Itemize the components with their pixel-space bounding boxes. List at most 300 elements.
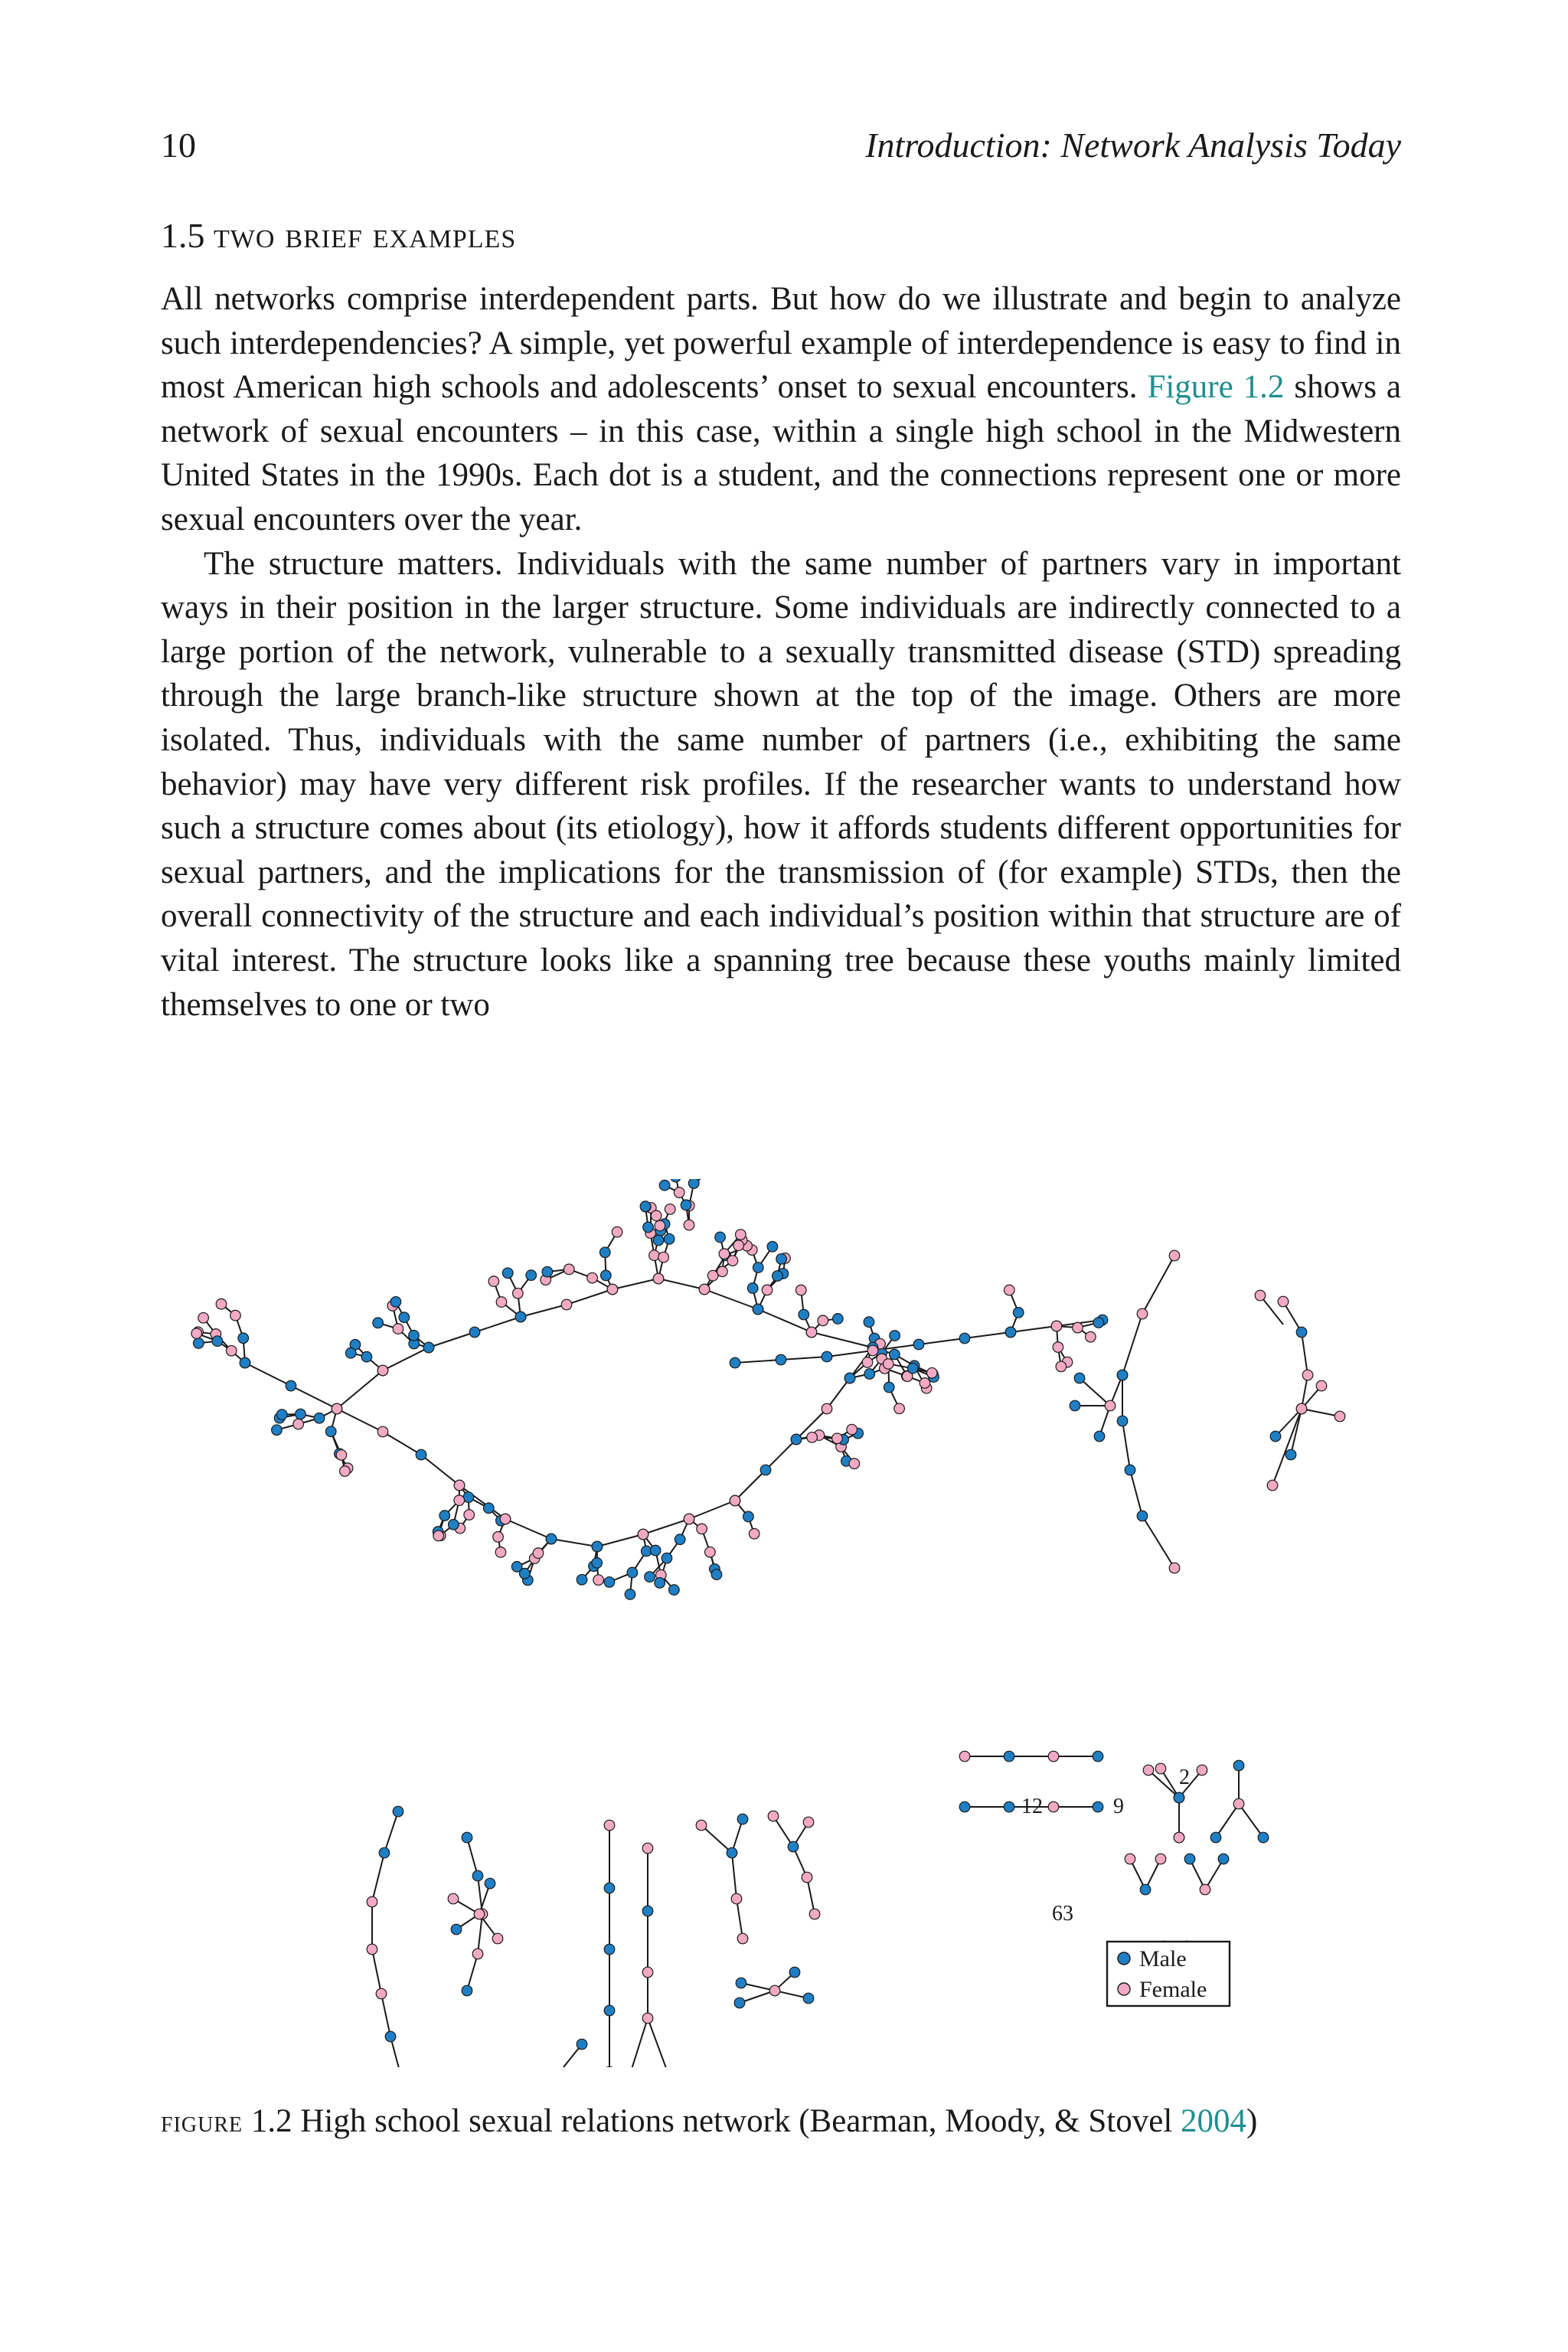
female-node (216, 1298, 227, 1309)
female-node (803, 1817, 814, 1828)
male-node (423, 1342, 434, 1353)
male-node (515, 1312, 526, 1322)
male-node (1093, 1802, 1103, 1812)
male-node (645, 1572, 655, 1583)
network-edge (735, 1470, 766, 1501)
male-node (449, 1519, 459, 1530)
network-edge (383, 1432, 421, 1455)
female-node (674, 1187, 684, 1198)
female-node (894, 1403, 905, 1414)
female-node (959, 1751, 970, 1762)
network-edge (291, 1386, 337, 1409)
page-number: 10 (161, 126, 196, 165)
female-node (1267, 1480, 1278, 1491)
female-node (607, 1284, 618, 1295)
female-node (587, 1272, 598, 1283)
section-number: 1.5 (161, 216, 205, 255)
male-node (345, 1348, 356, 1358)
male-node (913, 1339, 924, 1350)
network-edge (737, 1899, 743, 1939)
network-edge (421, 1455, 459, 1485)
legend-male-dot (1118, 1952, 1130, 1965)
male-node (844, 1373, 855, 1383)
legend-female-dot (1118, 1983, 1130, 1995)
male-node (472, 1870, 483, 1881)
network-edge (658, 1279, 704, 1289)
female-node (1086, 1331, 1096, 1342)
female-node (230, 1310, 241, 1321)
male-node (760, 1465, 771, 1475)
male-node (379, 1847, 390, 1858)
female-node (705, 1547, 716, 1557)
male-node (625, 1589, 635, 1600)
chapter-title: Introduction: Network Analysis Today (865, 126, 1401, 165)
network-edge (1272, 1409, 1302, 1485)
network-edge (1011, 1326, 1057, 1332)
female-node (926, 1367, 937, 1378)
network-edge (429, 1332, 475, 1348)
legend-female-label: Female (1139, 1977, 1207, 2002)
female-node (920, 1378, 930, 1389)
female-node (818, 1315, 828, 1326)
female-node (809, 1909, 820, 1919)
male-node (469, 1327, 480, 1338)
male-node (542, 1266, 553, 1277)
male-node (592, 1541, 603, 1552)
female-node (1048, 1802, 1059, 1812)
network-edge (1302, 1332, 1308, 1375)
male-node (743, 1511, 754, 1522)
female-node (1125, 1854, 1135, 1864)
network-edge (965, 1332, 1011, 1338)
female-node (1278, 1296, 1289, 1307)
male-node (286, 1380, 296, 1391)
male-node (385, 2031, 396, 2042)
male-node (907, 1363, 918, 1374)
male-node (361, 1351, 372, 1362)
male-node (675, 1534, 685, 1545)
male-node (959, 1802, 970, 1812)
female-node (684, 1514, 694, 1524)
female-node (736, 1230, 746, 1240)
male-node (890, 1349, 900, 1360)
female-node (719, 1249, 730, 1259)
female-node (727, 1256, 738, 1266)
female-node (226, 1345, 237, 1356)
male-node (643, 1222, 654, 1233)
female-node (769, 1985, 780, 1996)
female-node (1316, 1380, 1327, 1391)
network-edge (478, 1914, 482, 1954)
male-node (753, 1263, 763, 1273)
male-node (730, 1357, 740, 1368)
male-node (650, 1545, 661, 1556)
female-node (884, 1359, 894, 1370)
female-node (1073, 1322, 1083, 1333)
legend (1107, 1942, 1230, 2006)
female-node (1255, 1290, 1266, 1301)
citation-year-link[interactable]: 2004 (1181, 2103, 1247, 2139)
female-node (699, 1284, 710, 1295)
male-node (451, 1924, 462, 1935)
male-node (773, 1271, 783, 1282)
male-node (864, 1317, 874, 1328)
female-node (658, 1252, 669, 1263)
female-node (1051, 1321, 1062, 1331)
female-node (1169, 1563, 1180, 1573)
male-node (212, 1336, 223, 1347)
network-edge (701, 1825, 732, 1853)
male-node (373, 1318, 384, 1328)
female-node (642, 2013, 653, 2024)
network-edge (372, 1853, 384, 1902)
male-node (776, 1354, 786, 1365)
male-node (1140, 1884, 1151, 1895)
female-node (795, 1285, 806, 1295)
female-node (500, 1514, 511, 1524)
male-node (485, 1878, 495, 1889)
female-node (1056, 1361, 1067, 1372)
network-edge (648, 2018, 669, 2067)
female-node (649, 1250, 660, 1261)
male-node (959, 1333, 970, 1344)
male-node (789, 1967, 800, 1978)
network-edge (337, 1370, 383, 1409)
network-edge (383, 1348, 429, 1370)
female-node (762, 1285, 773, 1295)
female-node (336, 1450, 347, 1461)
network-edge (919, 1338, 965, 1344)
male-node (1233, 1760, 1244, 1771)
male-node (325, 1426, 336, 1437)
network-edge (732, 1853, 737, 1899)
male-node (736, 1978, 746, 1988)
female-node (377, 1426, 388, 1437)
male-node (788, 1841, 799, 1852)
male-node (604, 1577, 615, 1588)
female-node (802, 1872, 812, 1883)
male-node (393, 1806, 403, 1817)
female-node (1302, 1370, 1313, 1380)
male-node (1174, 1792, 1184, 1803)
female-node (448, 1893, 459, 1904)
male-node (747, 1283, 758, 1294)
female-node (1334, 1411, 1345, 1422)
female-node (604, 1820, 615, 1831)
paragraph-2: The structure matters. Individuals with the same number of partners vary in important ways in their position in the larger structure. Some individuals are indirectly connected to a large portion of the network, vulnerable to a sexually transmitted disease (STD) spreading through the large branch-like structure shown at the top of the image. Others are more isolated. Thus, individuals with the same number of partners (i.e., exhibiting the same behavior) may have very different risk profiles. If the researcher wants to understand how such a structure comes about (its etiology), how it affords students different opportunities for sexual partners, and the implications for the transmission of (for example) STDs, then the overall connectivity of the structure and each individual’s position within that structure are of vital interest. The structure looks like a spanning tree because these youths mainly limited themselves to one or two (161, 545, 1401, 1023)
female-node (696, 1820, 707, 1831)
male-node (1296, 1327, 1307, 1338)
male-node (296, 1409, 306, 1419)
male-node (604, 1883, 615, 1893)
female-node (488, 1276, 499, 1287)
female-node (340, 1466, 351, 1477)
network-edge (505, 1519, 551, 1539)
male-node (1258, 1832, 1269, 1843)
male-node (669, 1585, 680, 1596)
female-node (862, 1357, 873, 1368)
network-edge (245, 1363, 291, 1386)
network-edge (643, 1519, 689, 1534)
male-node (890, 1331, 900, 1341)
female-node (1200, 1884, 1210, 1895)
male-node (276, 1410, 287, 1420)
male-node (1218, 1854, 1229, 1864)
female-node (496, 1297, 507, 1308)
female-node (493, 1532, 504, 1543)
female-node (367, 1944, 377, 1955)
female-node (1233, 1798, 1244, 1809)
female-node (1169, 1250, 1180, 1261)
female-node (1174, 1832, 1184, 1843)
male-node (799, 1309, 809, 1320)
network-edge (781, 1357, 827, 1360)
network-edge (551, 2044, 582, 2067)
female-node (533, 1548, 544, 1559)
figure-reference-link[interactable]: Figure 1.2 (1147, 369, 1285, 406)
female-node (1155, 1854, 1166, 1864)
male-node (314, 1413, 325, 1423)
component-count-9: 9 (1113, 1795, 1124, 1818)
network-edge (827, 1378, 850, 1409)
male-node (767, 1241, 778, 1252)
female-node (377, 1365, 388, 1376)
female-node (642, 1843, 653, 1854)
male-node (734, 1998, 745, 2008)
female-node (731, 1893, 742, 1904)
network-edge (384, 1811, 398, 1853)
network-diagram (153, 1179, 1424, 2067)
female-node (806, 1327, 817, 1338)
female-node (655, 1220, 665, 1231)
male-node (483, 1503, 494, 1514)
network-edge (551, 1539, 597, 1547)
female-node (513, 1288, 524, 1298)
male-node (1005, 1327, 1016, 1338)
male-node (1093, 1318, 1104, 1328)
male-node (642, 1906, 653, 1916)
male-node (1117, 1416, 1128, 1426)
male-node (822, 1351, 832, 1362)
male-node (653, 1235, 664, 1246)
network-edge (612, 1279, 658, 1289)
male-node (688, 1179, 699, 1188)
female-node (1048, 1751, 1059, 1762)
female-node (638, 1529, 648, 1540)
male-node (1070, 1400, 1080, 1411)
paragraph-1: All networks comprise interdependent parts. But how do we illustrate and begin to analyze such interdependencies? A simple, yet powerful example of interdependence is easy to find in most American high schools and adolescents’ onset to sexual encounters. Figure 1.2 shows a network of sexual encounters – in this case, within a single high school in the Midwestern United States in the 1990s. Each dot is a student, and the connections represent one or more sexual encounters over the year. (161, 281, 1401, 537)
male-node (1093, 1751, 1103, 1762)
body-text (161, 277, 1401, 1027)
female-node (1197, 1765, 1207, 1775)
caption-number: 1.2 (250, 2103, 292, 2139)
female-node (697, 1524, 707, 1534)
network-edge (689, 1501, 735, 1519)
network-edge (1122, 1421, 1130, 1470)
male-node (803, 1993, 814, 2004)
network-edge (381, 1994, 390, 2037)
female-node (651, 1210, 662, 1221)
male-node (592, 1557, 603, 1568)
male-node (519, 1568, 530, 1579)
male-node (1004, 1751, 1014, 1762)
female-node (684, 1220, 694, 1230)
network-edge (467, 1838, 478, 1876)
male-node (599, 1247, 610, 1258)
male-node (240, 1357, 250, 1368)
female-node (832, 1433, 843, 1444)
network-edge (597, 1534, 643, 1547)
network-edge (475, 1317, 521, 1332)
female-node (495, 1547, 506, 1558)
network-edge (1142, 1256, 1174, 1314)
network-edges (197, 1179, 1340, 2067)
female-node (737, 1933, 748, 1944)
male-node (462, 1832, 472, 1843)
male-node (462, 1985, 472, 1996)
male-node (640, 1201, 651, 1212)
male-node (791, 1434, 802, 1445)
female-node (1155, 1763, 1166, 1774)
male-node (1285, 1449, 1296, 1460)
male-node (627, 1567, 638, 1578)
female-node (717, 1266, 728, 1277)
network-edge (812, 1332, 873, 1348)
male-node (409, 1331, 420, 1341)
network-edge (1216, 1804, 1239, 1838)
female-node (1143, 1765, 1154, 1775)
female-node (293, 1419, 304, 1429)
caption-label: figure (161, 2104, 243, 2138)
male-node (502, 1268, 513, 1279)
female-node (433, 1530, 444, 1541)
male-node (1074, 1373, 1085, 1383)
female-node (474, 1909, 485, 1919)
male-node (601, 1270, 612, 1281)
male-node (577, 1574, 587, 1585)
female-node (1105, 1400, 1116, 1411)
male-node (238, 1333, 249, 1344)
male-node (655, 1578, 665, 1589)
female-node (1137, 1308, 1148, 1319)
network-edge (567, 1289, 612, 1305)
section-heading (161, 213, 516, 259)
male-node (776, 1254, 787, 1265)
female-node (1004, 1285, 1014, 1295)
male-node (715, 1232, 726, 1243)
female-node (593, 1575, 604, 1586)
male-node (662, 1553, 672, 1563)
network-edge (735, 1360, 781, 1363)
female-node (367, 1896, 377, 1907)
male-node (194, 1338, 204, 1349)
section-title: two brief examples (214, 215, 517, 256)
female-node (492, 1933, 503, 1944)
network-edge (1122, 1314, 1142, 1375)
figure-caption: figure 1.2 High school sexual relations network (Bearman, Moody, & Stovel 2004) (161, 2103, 1258, 2139)
male-node (526, 1270, 537, 1281)
female-node (653, 1273, 664, 1284)
network-edge (337, 1409, 383, 1432)
network-edge (467, 1954, 478, 1991)
female-node (849, 1459, 860, 1469)
male-node (604, 2005, 615, 2016)
male-node (604, 2066, 615, 2067)
female-node (393, 1324, 403, 1334)
network-edge (629, 2018, 648, 2067)
male-node (681, 1200, 691, 1210)
female-node (807, 1432, 818, 1443)
male-node (671, 1179, 681, 1182)
female-node (472, 1949, 483, 1959)
female-node (612, 1227, 622, 1237)
network-edge (1130, 1470, 1142, 1516)
male-node (753, 1304, 763, 1315)
caption-text: High school sexual relations network (Bearman, Moody, & Stovel (300, 2103, 1181, 2139)
female-node (198, 1312, 209, 1323)
male-node (272, 1425, 283, 1436)
running-head (161, 122, 1401, 168)
male-node (577, 2039, 587, 2050)
female-node (454, 1480, 465, 1491)
male-node (727, 1847, 737, 1858)
female-node (642, 1967, 653, 1978)
female-node (847, 1424, 858, 1435)
network-nodes (191, 1179, 1345, 2067)
male-node (1270, 1431, 1281, 1442)
male-node (1094, 1431, 1105, 1442)
female-node (867, 1345, 878, 1356)
male-node (1137, 1511, 1148, 1521)
component-count-12: 12 (1021, 1795, 1043, 1818)
male-node (864, 1369, 875, 1380)
network-edge (766, 1439, 796, 1470)
female-node (1053, 1342, 1063, 1353)
male-node (604, 1944, 615, 1955)
network-edge (1239, 1804, 1263, 1838)
network-edge (1302, 1409, 1340, 1416)
male-node (1117, 1370, 1128, 1380)
female-node (564, 1264, 574, 1275)
female-node (332, 1403, 342, 1414)
male-node (546, 1534, 557, 1544)
female-node (376, 1988, 387, 1999)
male-node (1004, 1802, 1014, 1812)
male-node (1125, 1465, 1135, 1475)
male-node (399, 1312, 410, 1323)
female-node (665, 1204, 675, 1215)
male-node (833, 1314, 844, 1325)
female-node (191, 1328, 202, 1339)
female-node (464, 1510, 475, 1521)
component-count-2: 2 (1179, 1766, 1190, 1789)
male-node (737, 1814, 748, 1824)
male-node (439, 1511, 450, 1521)
female-node (561, 1299, 572, 1310)
male-node (1013, 1308, 1024, 1318)
female-node (822, 1403, 832, 1414)
network-figure (153, 1179, 1424, 2067)
network-edge (1080, 1378, 1110, 1406)
male-node (659, 1180, 670, 1191)
legend-male-label: Male (1139, 1946, 1187, 1971)
male-node (884, 1382, 894, 1393)
female-node (749, 1528, 760, 1539)
female-node (733, 1240, 744, 1251)
component-count-63: 63 (1052, 1902, 1073, 1926)
male-node (390, 1297, 401, 1308)
male-node (664, 1233, 675, 1244)
